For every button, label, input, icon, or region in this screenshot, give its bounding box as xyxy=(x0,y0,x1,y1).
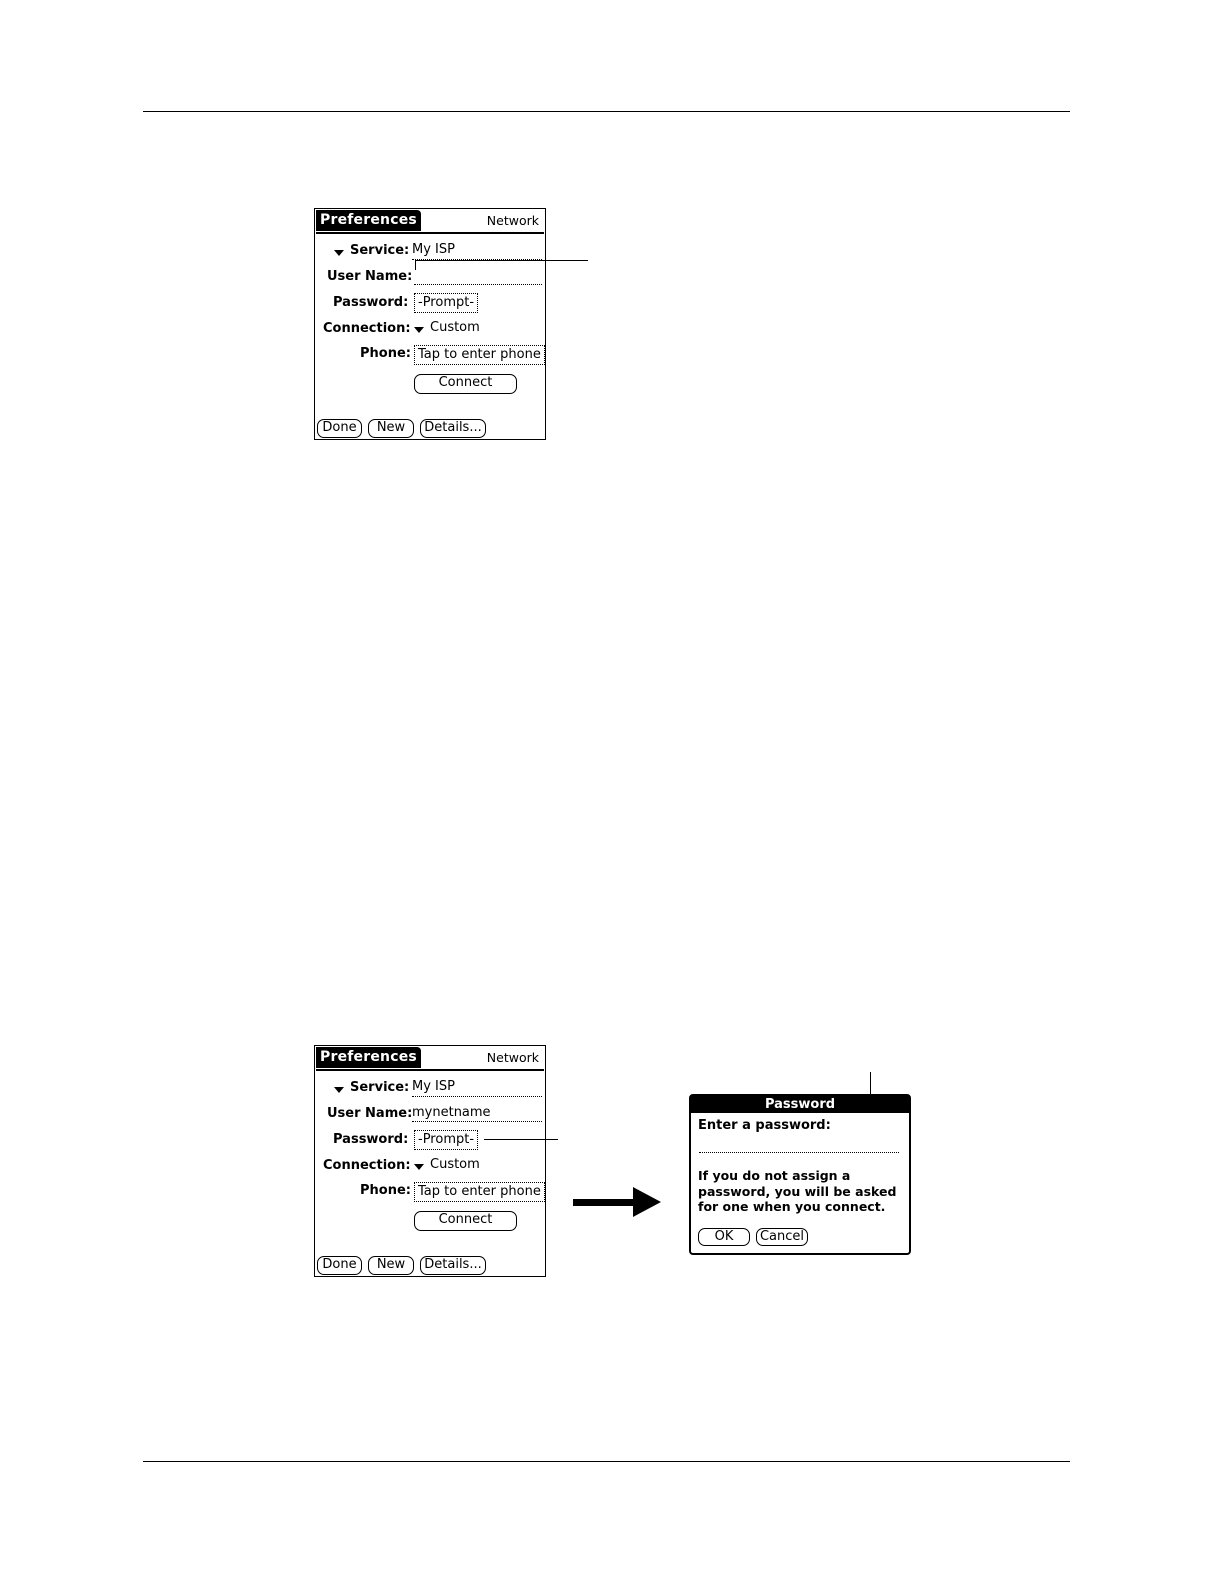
username-underline xyxy=(414,284,542,285)
password-field[interactable]: -Prompt- xyxy=(414,1130,478,1150)
new-button[interactable]: New xyxy=(368,1256,414,1275)
phone-label: Phone: xyxy=(360,1183,411,1198)
service-underline xyxy=(412,1096,542,1097)
title-bar xyxy=(316,1047,544,1071)
username-field[interactable]: mynetname xyxy=(412,1105,491,1120)
network-preferences-screen-bottom xyxy=(314,1045,546,1277)
new-button[interactable]: New xyxy=(368,419,414,438)
done-button[interactable]: Done xyxy=(317,1256,362,1275)
callout-line-username xyxy=(415,260,588,261)
service-label: Service: xyxy=(350,1080,410,1095)
done-button[interactable]: Done xyxy=(317,419,362,438)
dialog-message: If you do not assign a password, you will be asked for one when you connect. xyxy=(698,1168,897,1214)
arrow-right-icon xyxy=(573,1199,635,1206)
username-underline xyxy=(412,1121,542,1122)
connect-button[interactable]: Connect xyxy=(414,374,517,394)
dialog-prompt: Enter a password: xyxy=(698,1118,831,1133)
dialog-title: Password xyxy=(691,1096,909,1113)
phone-field[interactable]: Tap to enter phone xyxy=(414,345,545,365)
footer-rule xyxy=(143,1461,1070,1462)
connection-value[interactable]: Custom xyxy=(430,320,480,335)
connect-button[interactable]: Connect xyxy=(414,1211,517,1231)
network-preferences-screen-top xyxy=(314,208,546,440)
service-dropdown-icon[interactable] xyxy=(334,250,344,256)
password-label: Password: xyxy=(333,295,409,310)
service-dropdown-icon[interactable] xyxy=(334,1087,344,1093)
username-label: User Name: xyxy=(327,1106,413,1121)
phone-label: Phone: xyxy=(360,346,411,361)
arrow-head-icon xyxy=(633,1187,661,1217)
app-title: Preferences xyxy=(316,1047,421,1068)
service-label: Service: xyxy=(350,243,410,258)
password-dialog xyxy=(689,1094,911,1255)
details-button[interactable]: Details... xyxy=(420,1256,486,1275)
app-title: Preferences xyxy=(316,210,421,231)
password-field[interactable]: -Prompt- xyxy=(414,293,478,313)
password-entry-field[interactable] xyxy=(699,1152,899,1153)
connection-dropdown-icon[interactable] xyxy=(414,1164,424,1170)
details-button[interactable]: Details... xyxy=(420,419,486,438)
callout-line-password xyxy=(484,1139,558,1140)
header-rule xyxy=(143,111,1070,112)
panel-picker[interactable]: Network xyxy=(486,213,539,228)
service-value[interactable]: My ISP xyxy=(412,1079,455,1094)
username-label: User Name: xyxy=(327,269,413,284)
service-value[interactable]: My ISP xyxy=(412,242,455,257)
cancel-button[interactable]: Cancel xyxy=(756,1228,808,1246)
connection-dropdown-icon[interactable] xyxy=(414,327,424,333)
connection-value[interactable]: Custom xyxy=(430,1157,480,1172)
ok-button[interactable]: OK xyxy=(698,1228,750,1246)
title-bar xyxy=(316,210,544,234)
panel-picker[interactable]: Network xyxy=(486,1050,539,1065)
callout-tick-username xyxy=(415,260,416,270)
password-label: Password: xyxy=(333,1132,409,1147)
phone-field[interactable]: Tap to enter phone xyxy=(414,1182,545,1202)
connection-label: Connection: xyxy=(323,1158,411,1173)
connection-label: Connection: xyxy=(323,321,411,336)
